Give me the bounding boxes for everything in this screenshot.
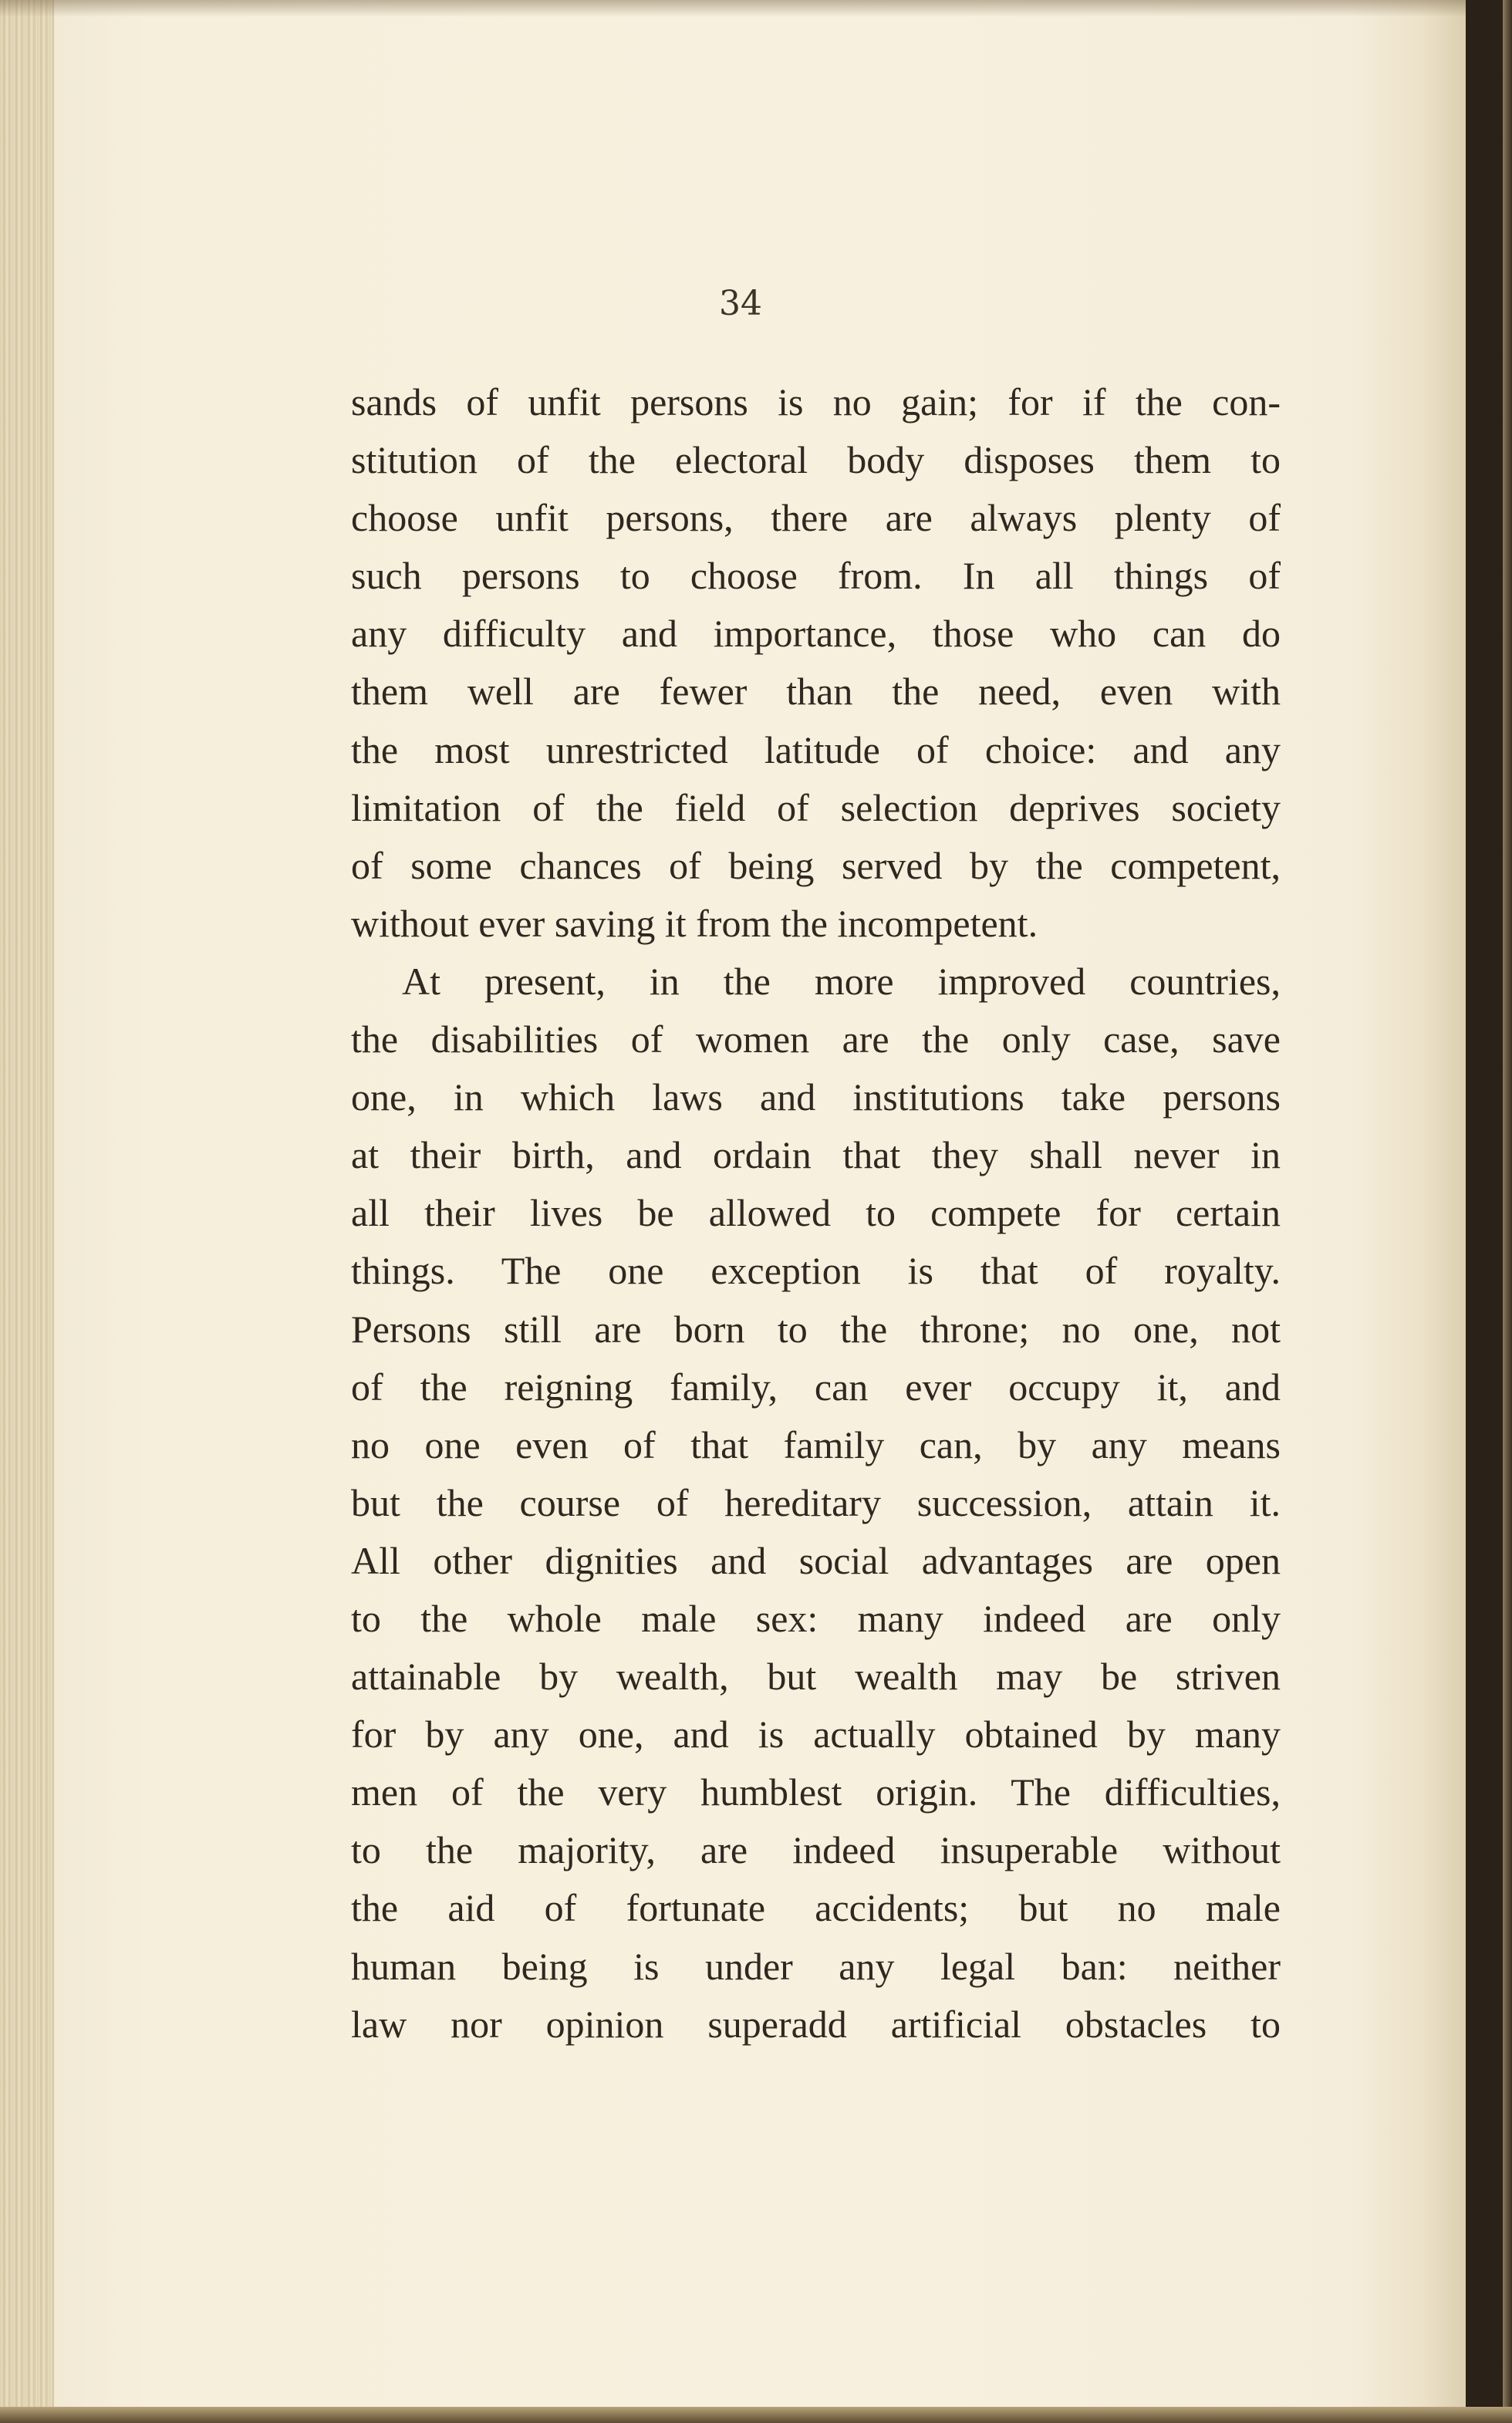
text-line: all their lives be allowed to compete for certain — [351, 1191, 1281, 1235]
text-line: to the whole male sex: many indeed are only — [351, 1596, 1281, 1640]
text-line: All other dignities and social advantages are open — [351, 1538, 1281, 1582]
text-line: Persons still are born to the throne; no one, not — [351, 1307, 1281, 1351]
text-line: limitation of the field of selection deprives society — [351, 785, 1281, 829]
text-line: of the reigning family, can ever occupy it, and — [351, 1365, 1281, 1409]
text-line: the most unrestricted latitude of choice: and any — [351, 727, 1281, 771]
page-bottom-edge — [0, 2407, 1512, 2423]
text-line: attainable by wealth, but wealth may be striven — [351, 1655, 1281, 1699]
text-line: the disabilities of women are the only case, save — [351, 1017, 1281, 1061]
page-right-edge — [1503, 0, 1512, 2423]
text-line: things. The one exception is that of royalty. — [351, 1249, 1281, 1293]
body-text — [351, 373, 1281, 2053]
page-binding-edge — [0, 0, 54, 2407]
paragraph-end-line: without ever saving it from the incompetent. — [351, 901, 1038, 945]
page-number: 34 — [719, 284, 762, 323]
text-line: at their birth, and ordain that they shall never in — [351, 1133, 1281, 1177]
text-line: them well are fewer than the need, even with — [351, 670, 1281, 714]
text-line: stitution of the electoral body disposes them to — [351, 438, 1281, 482]
text-line: of some chances of being served by the competent, — [351, 843, 1281, 887]
text-line: human being is under any legal ban: neither — [351, 1944, 1281, 1988]
text-line: no one even of that family can, by any means — [351, 1422, 1281, 1466]
page-top-shadow — [0, 0, 1466, 17]
text-line: sands of unfit persons is no gain; for if the con- — [351, 380, 1281, 424]
text-line: law nor opinion superadd artificial obstacles to — [351, 2002, 1281, 2046]
text-line: the aid of fortunate accidents; but no male — [351, 1886, 1281, 1930]
text-line: men of the very humblest origin. The difficulties, — [351, 1770, 1281, 1814]
text-line: to the majority, are indeed insuperable without — [351, 1828, 1281, 1872]
text-line: for by any one, and is actually obtained by many — [351, 1713, 1281, 1757]
text-line: such persons to choose from. In all things of — [351, 554, 1281, 598]
text-line: choose unfit persons, there are always plenty of — [351, 496, 1281, 540]
text-line: one, in which laws and institutions take persons — [351, 1075, 1281, 1119]
text-line: but the course of hereditary succession, attain it. — [351, 1480, 1281, 1524]
text-line: any difficulty and importance, those who can do — [351, 612, 1281, 656]
paragraph-start-line: At present, in the more improved countries, — [402, 959, 1281, 1003]
